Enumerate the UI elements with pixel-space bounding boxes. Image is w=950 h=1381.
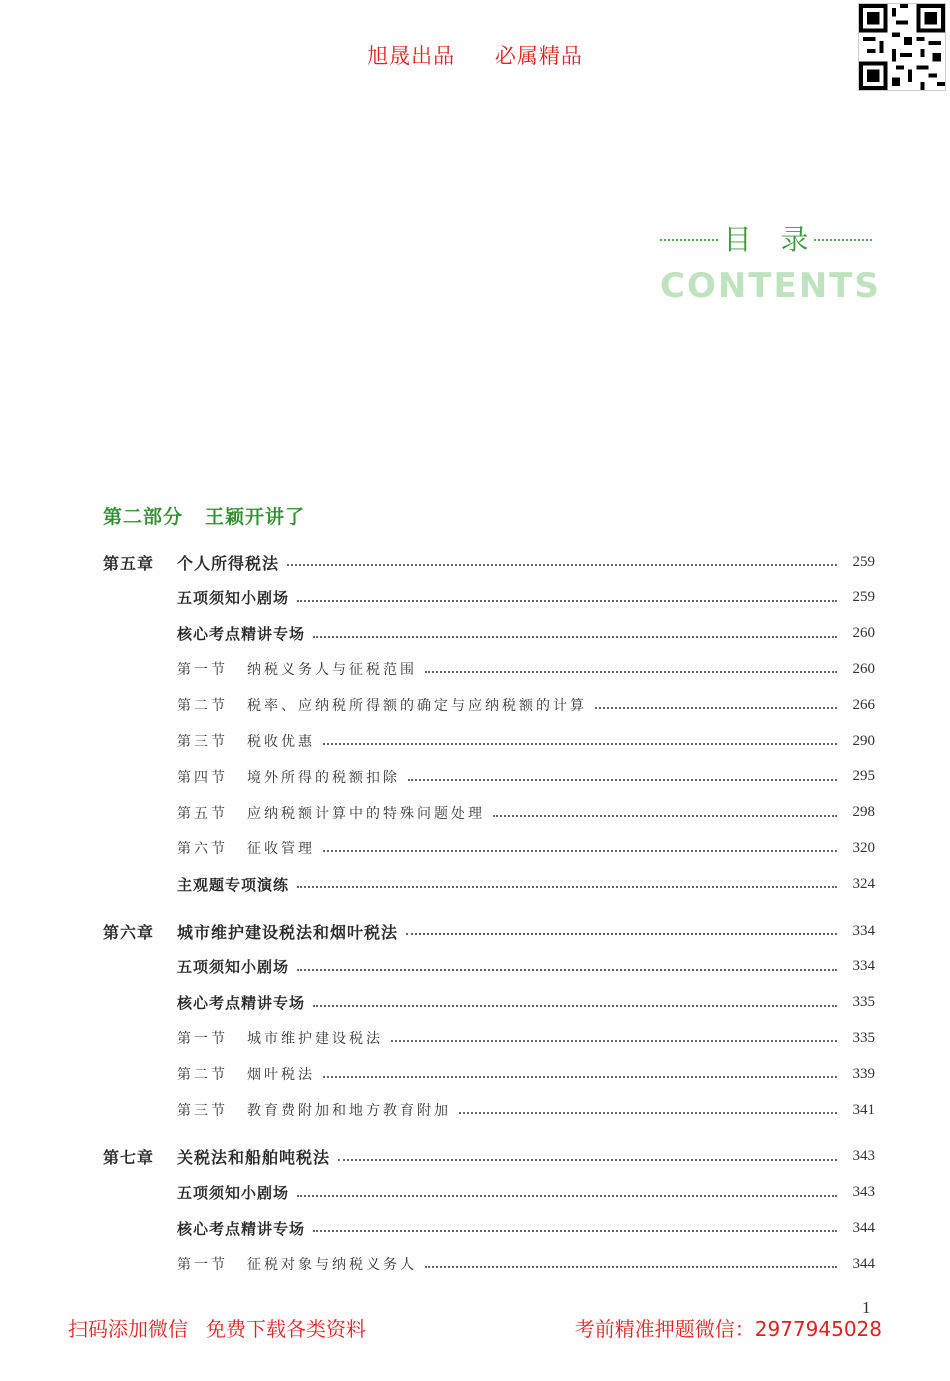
toc-entry[interactable] <box>103 1214 875 1242</box>
toc-entry[interactable] <box>103 620 875 648</box>
toc-page-number: 260 <box>852 660 875 677</box>
toc-entry[interactable] <box>103 1143 875 1171</box>
toc-entry[interactable] <box>103 1179 875 1207</box>
dot-leader <box>595 707 837 709</box>
toc-page-number: 290 <box>852 732 875 749</box>
dot-leader <box>425 1266 837 1268</box>
toc-entry[interactable] <box>103 1024 875 1052</box>
toc-entry-title: 税率、应纳税所得额的确定与应纳税额的计算 <box>247 698 587 715</box>
toc-entry-title: 核心考点精讲专场 <box>177 1219 306 1238</box>
header-banner <box>0 40 950 70</box>
toc-entry-label <box>103 956 289 977</box>
footer-left <box>68 1313 366 1342</box>
dot-leader <box>338 1159 837 1161</box>
toc-page-number: 335 <box>852 994 875 1011</box>
section-number: 第五节 <box>177 805 228 822</box>
toc-page-number: 295 <box>852 768 875 785</box>
section-number: 第三节 <box>177 1103 228 1119</box>
toc-entry-label <box>103 920 398 943</box>
part-number: 第二部分 <box>103 506 184 528</box>
dot-leader <box>408 779 837 781</box>
dot-leader <box>287 564 837 566</box>
toc-page-number: 341 <box>852 1101 875 1118</box>
dot-leader <box>323 743 837 745</box>
footer-right: 考前精准押题微信：2977945028 <box>574 1317 882 1341</box>
chapter-number: 第七章 <box>103 1148 155 1168</box>
dot-leader <box>297 600 837 602</box>
header-left-text: 旭晟出品 <box>367 44 456 68</box>
dot-leader <box>425 671 837 673</box>
toc-entry-title: 五项须知小剧场 <box>177 958 290 977</box>
part-title <box>103 502 305 529</box>
toc-entry-title: 烟叶税法 <box>247 1067 315 1084</box>
toc-entry-title: 核心考点精讲专场 <box>177 625 306 644</box>
toc-heading <box>660 218 881 306</box>
title-dots-left <box>660 239 718 241</box>
page-number: 1 <box>862 1298 871 1317</box>
qr-code-image[interactable] <box>858 3 946 91</box>
toc-entry-label <box>103 992 305 1013</box>
toc-entry-title: 教育费附加和地方教育附加 <box>247 1103 451 1119</box>
section-number: 第一节 <box>177 1257 228 1274</box>
toc-entry[interactable] <box>103 691 875 719</box>
toc-entry-label <box>103 1182 289 1203</box>
toc-entry-title: 关税法和船舶吨税法 <box>177 1148 331 1168</box>
toc-entry-title: 应纳税额计算中的特殊问题处理 <box>247 805 485 822</box>
section-number: 第三节 <box>177 734 228 750</box>
dot-leader <box>313 1005 837 1007</box>
toc-page-number: 339 <box>852 1065 875 1082</box>
toc-entry[interactable] <box>103 1250 875 1278</box>
toc-entry-label <box>103 803 485 823</box>
dot-leader <box>297 1195 837 1197</box>
toc-entry-label <box>103 731 315 751</box>
dot-leader <box>297 969 837 971</box>
toc-entry-label <box>103 838 315 858</box>
toc-entry[interactable] <box>103 799 875 827</box>
toc-page-number: 335 <box>852 1029 875 1046</box>
toc-entry[interactable] <box>103 655 875 683</box>
dot-leader <box>406 933 837 935</box>
toc-entry[interactable] <box>103 548 875 576</box>
dot-leader <box>493 815 837 817</box>
section-number: 第二节 <box>177 698 228 715</box>
toc-page-number: 344 <box>852 1219 875 1236</box>
section-number: 第二节 <box>177 1067 228 1084</box>
toc-entry-label <box>103 587 289 608</box>
title-dots-right <box>814 239 872 241</box>
part-name: 王颖开讲了 <box>205 506 306 528</box>
footer-left-a: 扫码添加微信 <box>68 1317 188 1341</box>
toc-page-number: 334 <box>852 958 875 975</box>
toc-entry-label <box>103 1145 330 1168</box>
toc-page-number: 320 <box>852 839 875 856</box>
toc-entry[interactable] <box>103 763 875 791</box>
toc-entry-title: 税收优惠 <box>247 734 315 750</box>
dot-leader <box>459 1112 837 1114</box>
toc-page-number: 343 <box>852 1184 875 1201</box>
toc-entry-title: 五项须知小剧场 <box>177 589 290 608</box>
toc-page-number: 259 <box>852 589 875 606</box>
toc-entry[interactable] <box>103 870 875 898</box>
toc-entry[interactable] <box>103 1096 875 1124</box>
section-number: 第四节 <box>177 769 228 786</box>
section-number: 第一节 <box>177 1031 228 1048</box>
toc-page-number: 334 <box>852 922 875 939</box>
toc-entry[interactable] <box>103 917 875 945</box>
toc-page-number: 266 <box>852 696 875 713</box>
chapter-number: 第五章 <box>103 553 155 573</box>
toc-entry[interactable] <box>103 584 875 612</box>
toc-entry-title: 城市维护建设税法 <box>247 1031 383 1048</box>
toc-entry-label <box>103 659 417 679</box>
toc-entry-label <box>103 1254 417 1274</box>
toc-entry-title: 境外所得的税额扣除 <box>247 769 400 786</box>
toc-entry[interactable] <box>103 1060 875 1088</box>
toc-entry-label <box>103 874 289 895</box>
dot-leader <box>323 850 837 852</box>
toc-page-number: 259 <box>852 553 875 570</box>
toc-title: 目 录 <box>723 223 819 256</box>
dot-leader <box>313 1230 837 1232</box>
toc-entry-label <box>103 1100 451 1120</box>
toc-entry-title: 个人所得税法 <box>177 553 280 573</box>
toc-page-number: 298 <box>852 804 875 821</box>
section-number: 第一节 <box>177 662 228 679</box>
toc-entry[interactable] <box>103 953 875 981</box>
toc-entry[interactable] <box>103 727 875 755</box>
dot-leader <box>313 636 837 638</box>
toc-entry-title: 征税对象与纳税义务人 <box>247 1257 417 1274</box>
toc-entry[interactable] <box>103 989 875 1017</box>
toc-subtitle: CONTENTS <box>660 266 881 306</box>
header-right-text: 必属精品 <box>494 44 583 68</box>
dot-leader <box>297 886 837 888</box>
dot-leader <box>323 1076 837 1078</box>
dot-leader <box>391 1040 837 1042</box>
toc-entry[interactable] <box>103 834 875 862</box>
toc-entry-label <box>103 1218 305 1239</box>
footer-left-b: 免费下载各类资料 <box>206 1317 366 1341</box>
toc-page-number: 260 <box>852 625 875 642</box>
toc-entry-title: 五项须知小剧场 <box>177 1184 290 1203</box>
toc-entry-label <box>103 767 400 787</box>
toc-entry-title: 征收管理 <box>247 841 315 858</box>
toc-entry-title: 主观题专项演练 <box>177 875 290 894</box>
toc-page-number: 344 <box>852 1255 875 1272</box>
toc-entry-label <box>103 551 279 574</box>
toc-entry-title: 核心考点精讲专场 <box>177 994 306 1013</box>
toc-entry-label <box>103 623 305 644</box>
toc-page-number: 343 <box>852 1148 875 1165</box>
toc-entry-title: 纳税义务人与征税范围 <box>247 662 417 679</box>
toc-entry-label <box>103 1028 383 1048</box>
toc-page-number: 324 <box>852 875 875 892</box>
chapter-number: 第六章 <box>103 922 155 942</box>
toc-entry-label <box>103 1064 315 1084</box>
toc-entry-label <box>103 695 587 715</box>
toc-entry-title: 城市维护建设税法和烟叶税法 <box>177 922 399 942</box>
section-number: 第六节 <box>177 841 228 858</box>
